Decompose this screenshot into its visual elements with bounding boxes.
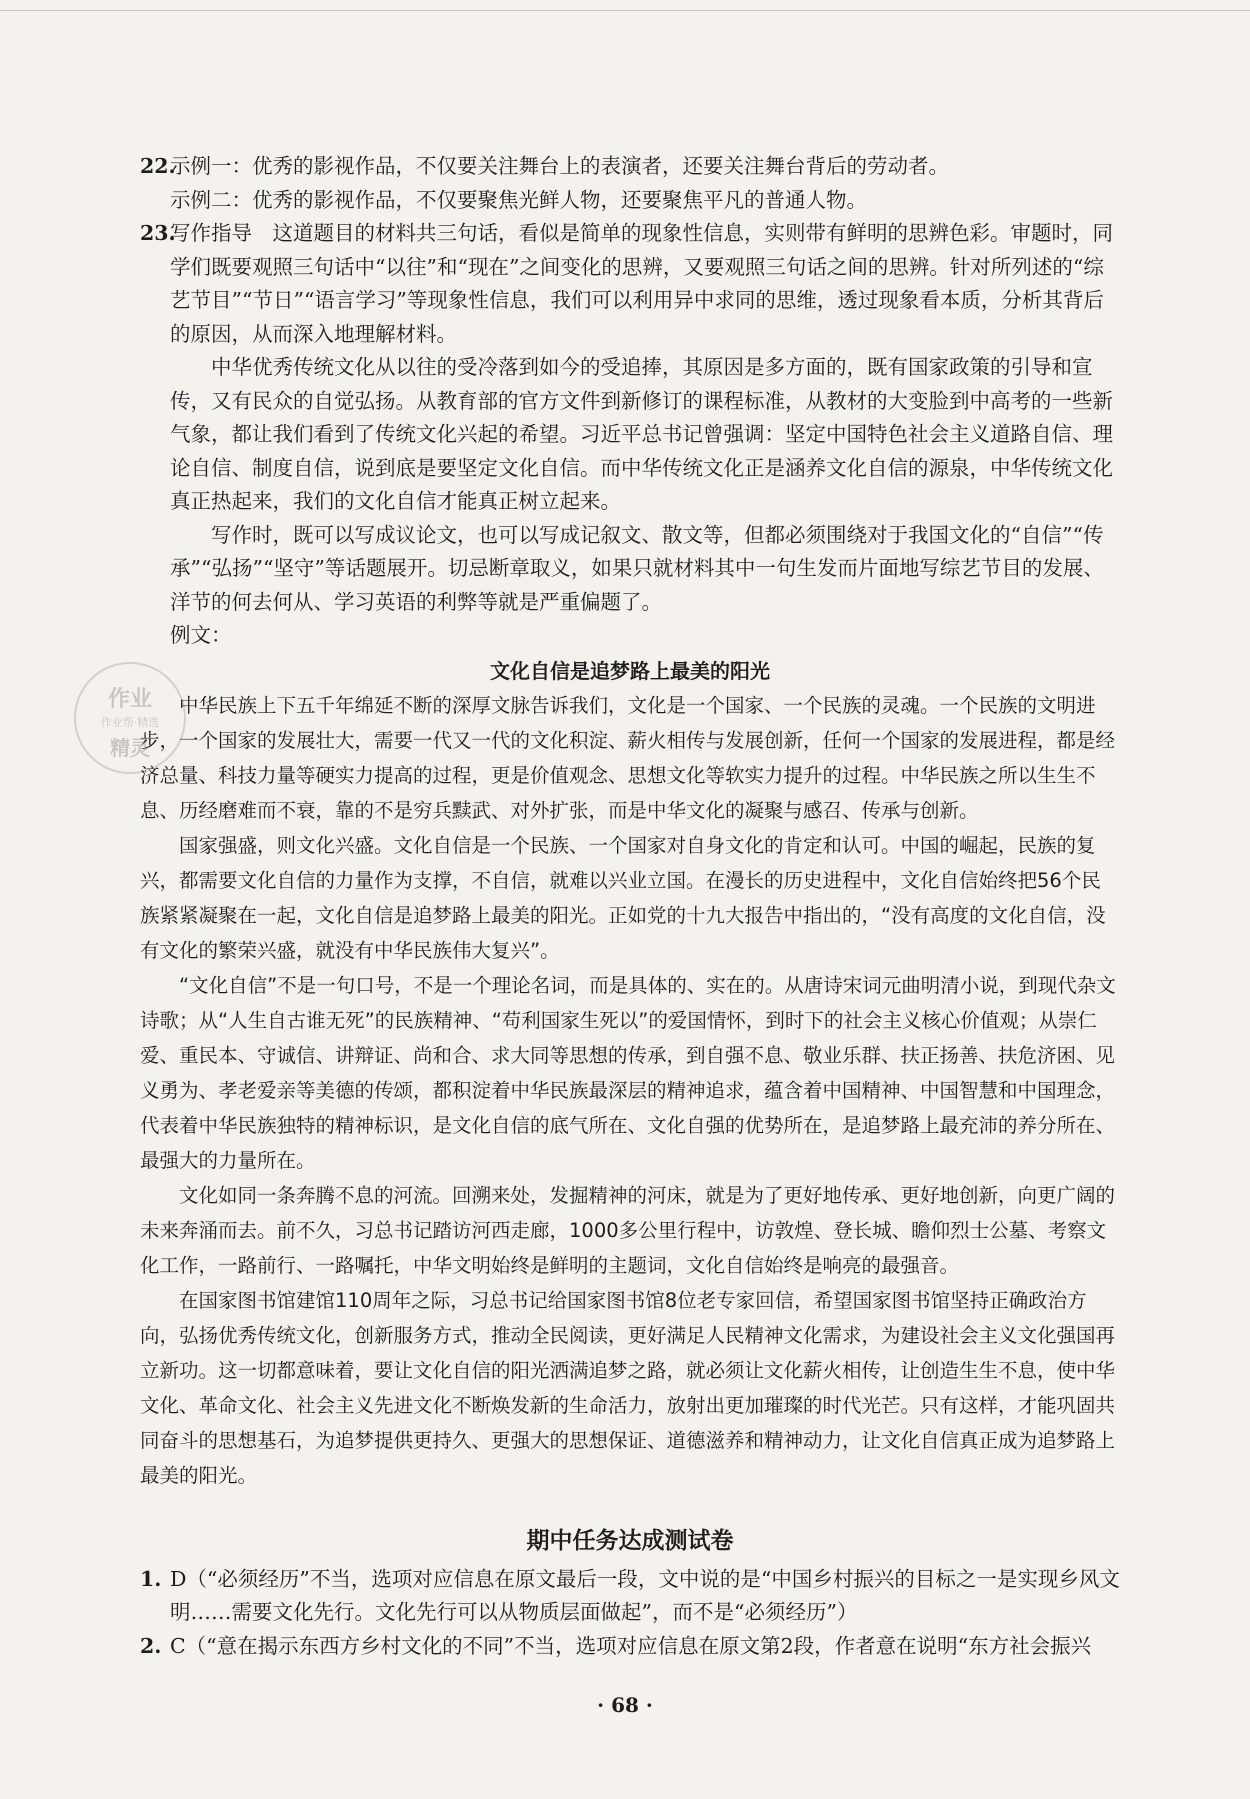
question-number: 2. [140,1633,162,1658]
essay-body [140,688,1120,1493]
answer-1 [140,1563,1120,1630]
guide-paragraph-2: 中华优秀传统文化从以往的受冷落到如今的受追捧，其原因是多方面的，既有国家政策的引导和宣传，又有民众的自觉弘扬。从教育部的官方文件到新修订的课程标准，从教材的大变脸到中高考的一些新气象，都让我们看到了传统文化兴起的希望。习近平总书记曾强调：坚定中国特色社会主义道路自信、理论自信、制度自信，说到底是要坚定文化自信。而中华传统文化正是涵养文化自信的源泉，中华传统文化真正热起来，我们的文化自信才能真正树立起来。 [170,355,1113,513]
writing-guide: 写作指导 这道题目的材料共三句话，看似是简单的现象性信息，实则带有鲜明的思辨色彩。审题时，同学们既要观照三句话中“以往”和“现在”之间变化的思辨，又要观照三句话之间的思辨。针对所列述的“综艺节目”“节日”“语言学习”等现象性信息，我们可以利用异中求同的思维，透过现象看本质，分析其背后的原因，从而深入地理解材料。 [170,221,1113,346]
question-number: 23. [140,221,176,245]
stamp-mid-text: 作业帮·精选 [100,716,160,729]
example-two: 示例二：优秀的影视作品，不仅要聚焦光鲜人物，还要聚焦平凡的普通人物。 [170,187,867,212]
essay-paragraph: 中华民族上下五千年绵延不断的深厚文脉告诉我们，文化是一个国家、一个民族的灵魂。一个民族的文明进步，一个国家的发展壮大，需要一代又一代的文化积淀、薪火相传与发展创新，任何一个国家的发展进程，都是经济总量、科技力量等硬实力提高的过程，更是价值观念、思想文化等软实力提升的过程。中华民族之所以生生不息、历经磨难而不衰，靠的不是穷兵黩武、对外扩张，而是中华文化的凝聚与感召、传承与创新。 [140,694,1116,822]
answer-2 [140,1630,1120,1664]
section-title: 期中任务达成测试卷 [526,1528,734,1554]
essay-paragraph: 文化如同一条奔腾不息的河流。回溯来处，发掘精神的河床，就是为了更好地传承、更好地创新，向更广阔的未来奔涌而去。前不久，习总书记踏访河西走廊，1000多公里行程中，访敦煌、登长城、瞻仰烈士公墓、考察文化工作，一路前行、一路嘱托，中华文明始终是鲜明的主题词，文化自信始终是响亮的最强音。 [140,1184,1116,1277]
question-number: 1. [140,1566,162,1591]
stamp-top-text: 作业 [107,687,152,712]
answer-text: D（“必须经历”不当，选项对应信息在原文最后一段，文中说的是“中国乡村振兴的目标之一是实现乡风文明……需要文化先行。文化先行可以从物质层面做起”，而不是“必须经历”） [170,1566,1120,1624]
essay-paragraph: 国家强盛，则文化兴盛。文化自信是一个民族、一个国家对自身文化的肯定和认可。中国的崛起，民族的复兴，都需要文化自信的力量作为支撑，不自信，就难以兴业立国。在漫长的历史进程中，文化自信始终把56个民族紧紧凝聚在一起，文化自信是追梦路上最美的阳光。正如党的十九大报告中指出的，“没有高度的文化自信，没有文化的繁荣兴盛，就没有中华民族伟大复兴”。 [140,834,1106,962]
page-number: · 68 · [597,1693,653,1717]
guide-paragraph-3: 写作时，既可以写成议论文，也可以写成记叙文、散文等，但都必须围绕对于我国文化的“自信”“传承”“弘扬”“坚守”等话题展开。切忌断章取义，如果只就材料其中一句生发而片面地写综艺节目的发展、洋节的何去何从、学习英语的利弊等就是严重偏题了。 [170,522,1104,614]
essay-paragraph: 在国家图书馆建馆110周年之际，习总书记给国家图书馆8位老专家回信，希望国家图书馆坚持正确政治方向，弘扬优秀传统文化，创新服务方式，推动全民阅读，更好满足人民精神文化需求，为建设社会主义文化强国再立新功。这一切都意味着，要让文化自信的阳光洒满追梦之路，就必须让文化薪火相传，让创造生生不息，使中华文化、革命文化、社会主义先进文化不断焕发新的生命活力，放射出更加璀璨的时代光芒。只有这样，才能巩固共同奋斗的思想基石，为追梦提供更持久、更强大的思想保证、道德滋养和精神动力，让文化自信真正成为追梦路上最美的阳光。 [140,1289,1116,1487]
question-number: 22. [140,154,176,178]
question-23 [140,217,1120,653]
main-content [140,150,1120,1663]
example-label: 例文： [170,623,232,647]
stamp-bottom-text: 精灵 [110,736,150,760]
answer-text: C（“意在揭示东西方乡村文化的不同”不当，选项对应信息在原文第2段，作者意在说明“东方社会振兴 [170,1633,1092,1658]
essay-paragraph: “文化自信”不是一句口号，不是一个理论名词，而是具体的、实在的。从唐诗宋词元曲明清小说，到现代杂文诗歌；从“人生自古谁无死”的民族精神、“苟利国家生死以”的爱国情怀，到时下的社会主义核心价值观；从崇仁爱、重民本、守诚信、讲辩证、尚和合、求大同等思想的传承，到自强不息、敬业乐群、扶正扬善、扶危济困、见义勇为、孝老爱亲等美德的传颂，都积淀着中华民族最深层的精神追求，蕴含着中国精神、中国智慧和中国理念，代表着中华民族独特的精神标识，是文化自信的底气所在、文化自强的优势所在，是追梦路上最充沛的养分所在、最强大的力量所在。 [140,974,1116,1172]
example-one: 示例一：优秀的影视作品，不仅要关注舞台上的表演者，还要关注舞台背后的劳动者。 [170,154,949,178]
essay-title: 文化自信是追梦路上最美的阳光 [490,658,770,683]
question-22 [140,150,1120,217]
scan-edge-line [0,10,1250,11]
